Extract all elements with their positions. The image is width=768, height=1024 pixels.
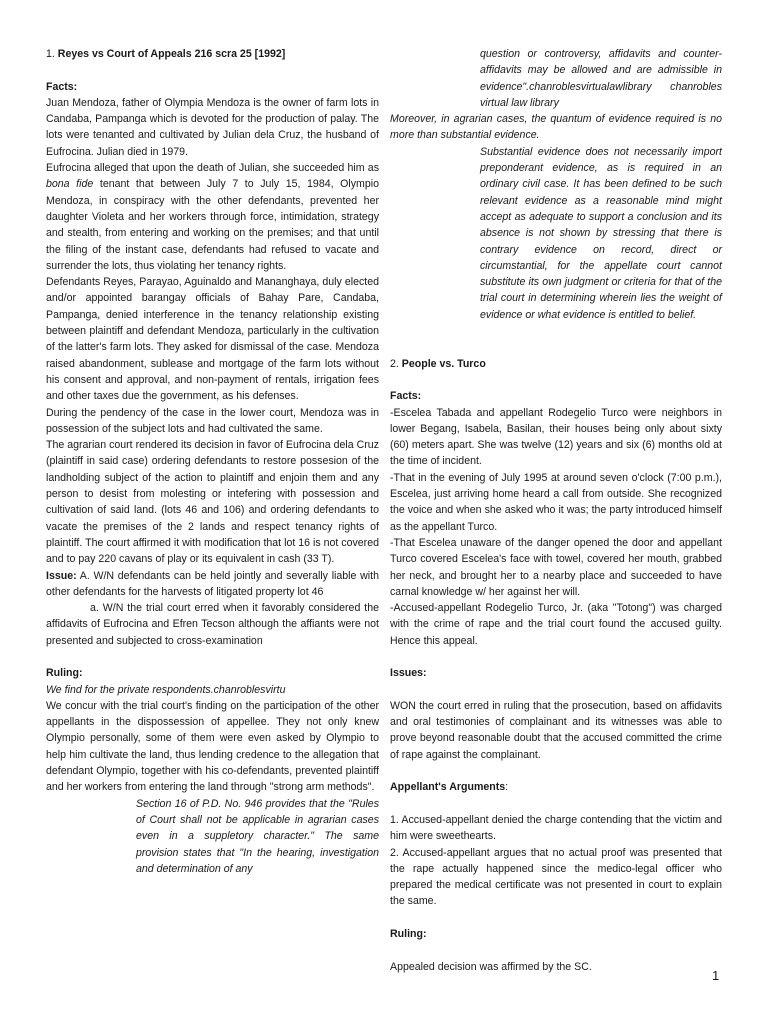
facts-paragraph: -That Escelea unaware of the danger opened the door and appellant Turco covered Escelea's face with towel, covered her mouth, grabbed her neck, and brought her to a nearby place and succeeded to have carnal knowledge w/ her against her will. xyxy=(390,536,722,598)
facts-label: Facts: xyxy=(46,80,78,93)
ruling-paragraph: Appealed decision was affirmed by the SC. xyxy=(390,960,592,973)
facts-paragraph: -Accused-appellant Rodegelio Turco, Jr. (aka "Totong") was charged with the crime of rape and the trial court found the accused guilty. Hence this appeal. xyxy=(390,602,722,647)
ruling-label: Ruling: xyxy=(46,667,83,680)
facts-paragraph: -That in the evening of July 1995 at around seven o'clock (7:00 p.m.), Escelea, just arriving home heard a call from outside. She recognized the voice and when she asked who it was; the party introduced himself as the appellant Turco. xyxy=(390,471,722,533)
case1-number: 1. xyxy=(46,48,55,60)
case2-title: People vs. Turco xyxy=(401,357,486,370)
case2-number: 2. xyxy=(390,357,399,370)
ruling-paragraph: We concur with the trial court's finding on the participation of the other appellants in the dispossession of appellee. They not only knew Olympio personally, some of them were even asked by Olympio to help him cultivate the land, thus lending credence to the allegation that defendant Olympio, together with his co-defendants, prevented plaintiff and her workers from entering the land through "strong arm methods". xyxy=(46,699,379,794)
case1-title: Reyes vs Court of Appeals 216 scra 25 [1992] xyxy=(57,48,286,60)
arguments-heading: Appellant's Arguments: xyxy=(390,781,509,794)
argument-item: 1. Accused-appellant denied the charge contending that the victim and him were sweethearts. xyxy=(390,813,722,843)
facts-paragraph: The agrarian court rendered its decision in favor of Eufrocina dela Cruz (plaintiff in said case) ordering defendants to restore possesion of the landholding subject of the action to plaintiff and enjoin them and any person to desist from molesting or intefering with possession and cultivation of said land. (lots 46 and 106) and ordering defendants to vacate the premises of the 2 lands and respect tenancy rights of plaintiff. The court affirmed it with modification that lot 16 is not covered and to pay 220 cavans of play or its equivalent in cash (33 T). xyxy=(46,439,379,566)
block-quote-continued: question or controversy, affidavits and counter-affidavits may be allowed and are admissible in evidence".chanroblesvirtualawlibrary chanrobles virtual law library xyxy=(480,48,722,109)
ruling-italic: We find for the private respondents.chanroblesvirtu xyxy=(46,683,286,696)
facts-paragraph: Juan Mendoza, father of Olympia Mendoza is the owner of farm lots in Candaba, Pampanga which is devoted for the production of palay. The lots were tenanted and cultivated by Julian dela Cruz, the husband of Eufrocina. Julian died in 1979. xyxy=(46,96,379,158)
issue-subparagraph: a. W/N the trial court erred when it favorably considered the affidavits of Eufrocina and Efren Tecson although the affiants were not presented and subjected to cross-examination xyxy=(46,602,379,647)
issues-paragraph: WON the court erred in ruling that the prosecution, based on affidavits and oral testimonies of complainant and its witnesses was able to prove beyond reasonable doubt that the accused committed the crime of rape against the complainant. xyxy=(390,699,722,761)
issues-label: Issues: xyxy=(390,667,427,680)
facts-paragraph: -Escelea Tabada and appellant Rodegelio Turco were neighbors in lower Begang, Isabela, Basilan, their houses being only about sixty (60) meters apart. She was twelve (12) years and six (6) months old at the time of incident. xyxy=(390,406,722,468)
block-quote: Substantial evidence does not necessarily import preponderant evidence, as is required in an ordinary civil case. It has been defined to be such relevant evidence as a reasonable mind might accept as adequate to support a conclusion and its absence is not shown by stressing that there is contrary evidence on record, direct or circumstantial, for the appellate court cannot substitute its own judgment or criteria for that of the trial court in determining wherein lies the weight of evidence or what evidence is entitled to belief. xyxy=(480,145,722,321)
facts-paragraph: During the pendency of the case in the lower court, Mendoza was in possession of the subject lots and had cultivated the same. xyxy=(46,406,379,435)
case2-heading xyxy=(390,356,722,372)
case1-heading xyxy=(46,46,379,62)
argument-item: 2. Accused-appellant argues that no actual proof was presented that the rape actually happened since the medico-legal officer who prepared the medical certificate was not presented in court to explain the same. xyxy=(390,846,722,908)
right-column xyxy=(390,46,722,975)
issue-paragraph: Issue: A. W/N defendants can be held jointly and severally liable with other defendants for the harvests of litigated property lot 46 xyxy=(46,569,379,598)
page-number: 1 xyxy=(712,968,720,983)
moreover-paragraph: Moreover, in agrarian cases, the quantum of evidence required is no more than substantial evidence. xyxy=(390,113,722,142)
facts-paragraph: Eufrocina alleged that upon the death of Julian, she succeeded him as bona fide tenant that between July 7 to July 15, 1984, Olympio Mendoza, in conspiracy with the other defendants, prevented her daughter Violeta and her workers through force, intimidation, strategy and stealth, from entering and working on the premises; and that until the filing of the instant case, defendants had refused to vacate and surrender the lots, thus violating her tenancy rights. xyxy=(46,162,380,272)
facts-label: Facts: xyxy=(390,390,422,403)
ruling-label: Ruling: xyxy=(390,928,427,941)
facts-paragraph: Defendants Reyes, Parayao, Aguinaldo and Mananghaya, duly elected and/or appointed barangay officials of Bahay Pare, Candaba, Pampanga, denied interference in the tenancy relationship existing between plaintiff and defendant Mendoza, particularly in the cultivation of the latter's farm lots. They asked for dismissal of the case. Mendoza raised abandonment, sublease and mortgage of the farm lots without his consent and approval, and non-payment of rentals, irrigation fees and other taxes due the government, as his defenses. xyxy=(46,276,379,403)
left-column xyxy=(46,46,379,877)
block-quote: Section 16 of P.D. No. 946 provides that the "Rules of Court shall not be applicable in agrarian cases even in a suppletory character." The same provision states that "In the hearing, investigation and determination of any xyxy=(136,797,379,875)
